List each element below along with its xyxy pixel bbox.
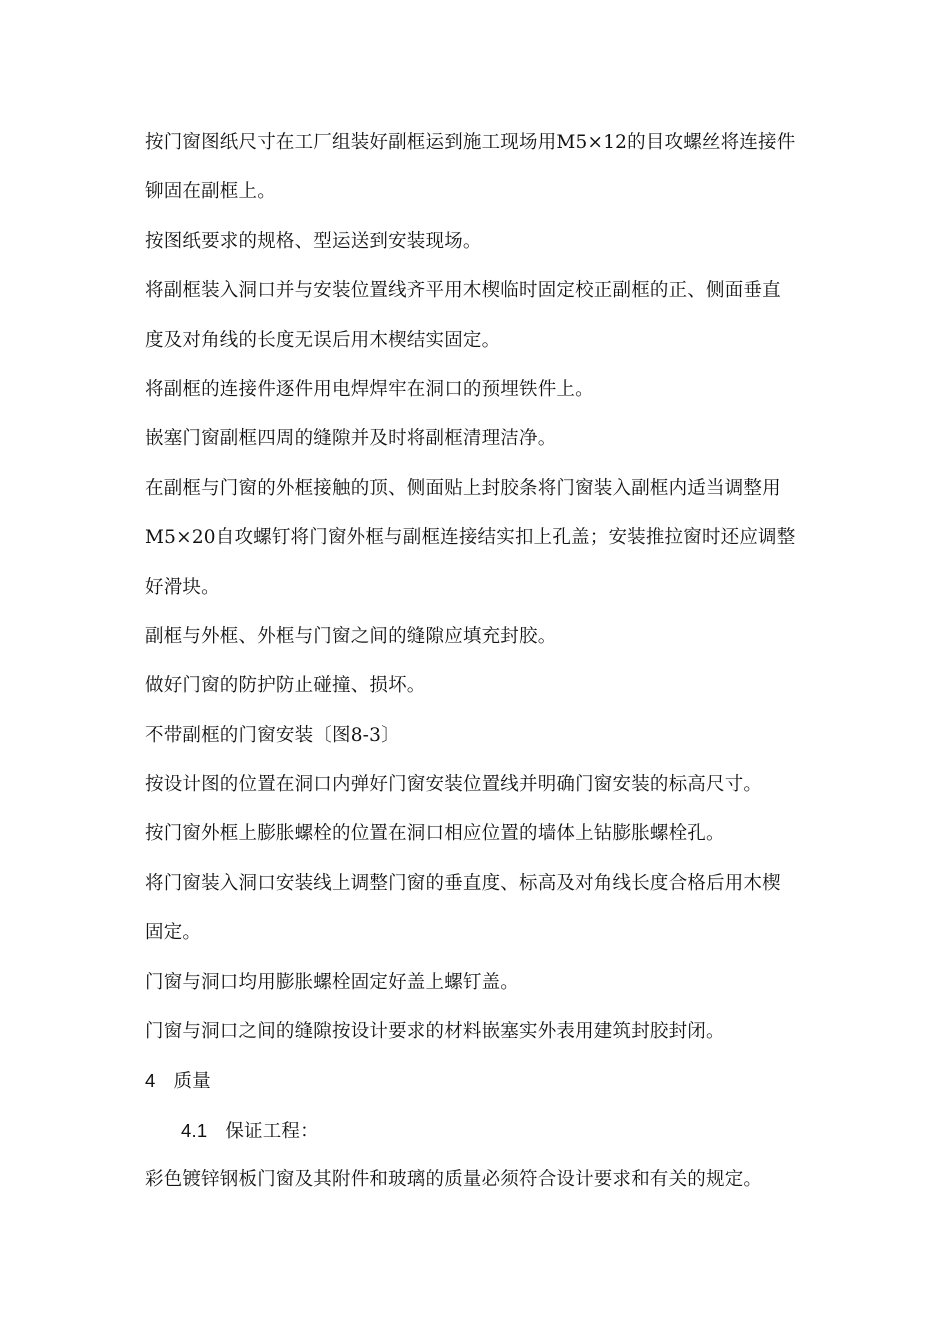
paragraph-line: 好滑块。	[145, 576, 220, 598]
section-heading	[145, 1056, 825, 1105]
paragraph-line: 不带副框的门窗安装〔图8-3〕	[145, 724, 400, 746]
paragraph-line: 门窗与洞口之间的缝隙按设计要求的材料嵌塞实外表用建筑封胶封闭。	[145, 1021, 725, 1043]
paragraph-line: 固定。	[145, 922, 202, 944]
section-number: 4	[145, 1070, 156, 1092]
paragraph-line: 将门窗装入洞口安装线上调整门窗的垂直度、标高及对角线长度合格后用木楔	[145, 872, 781, 894]
subsection-heading	[145, 1106, 825, 1155]
paragraph-line: 门窗与洞口均用膨胀螺栓固定好盖上螺钉盖。	[145, 971, 520, 993]
section-title: 质量	[173, 1070, 211, 1092]
paragraph-line: 按设计图的位置在洞口内弹好门窗安装位置线并明确门窗安装的标高尺寸。	[145, 774, 763, 796]
paragraph-line: 在副框与门窗的外框接触的顶、侧面贴上封胶条将门窗装入副框内适当调整用	[145, 477, 781, 499]
paragraph-line: 将副框的连接件逐件用电焊焊牢在洞口的预埋铁件上。	[145, 378, 594, 400]
paragraph-line: 做好门窗的防护防止碰撞、损坏。	[145, 675, 426, 697]
paragraph-line: 按门窗外框上膨胀螺栓的位置在洞口相应位置的墙体上钻膨胀螺栓孔。	[145, 823, 725, 845]
paragraph-line: 副框与外框、外框与门窗之间的缝隙应填充封胶。	[145, 625, 557, 647]
paragraph-line: 彩色镀锌钢板门窗及其附件和玻璃的质量必须符合设计要求和有关的规定。	[145, 1169, 763, 1191]
paragraph-line: 度及对角线的长度无误后用木楔结实固定。	[145, 329, 501, 351]
subsection-number: 4.1	[181, 1119, 208, 1141]
paragraph-line: 铆固在副框上。	[145, 181, 276, 203]
subsection-title: 保证工程：	[225, 1119, 319, 1141]
paragraph-line: 将副框装入洞口并与安装位置线齐平用木楔临时固定校正副框的正、侧面垂直	[145, 280, 781, 302]
paragraph-line: M5×20自攻螺钉将门窗外框与副框连接结实扣上孔盖；安装推拉窗时还应调整	[145, 527, 796, 549]
paragraph-line: 按图纸要求的规格、型运送到安装现场。	[145, 230, 482, 252]
document-body	[145, 118, 825, 1205]
paragraph-line: 嵌塞门窗副框四周的缝隙并及时将副框清理洁净。	[145, 428, 557, 450]
paragraph-line: 按门窗图纸尺寸在工厂组装好副框运到施工现场用M5×12的目攻螺丝将连接件	[145, 132, 796, 153]
